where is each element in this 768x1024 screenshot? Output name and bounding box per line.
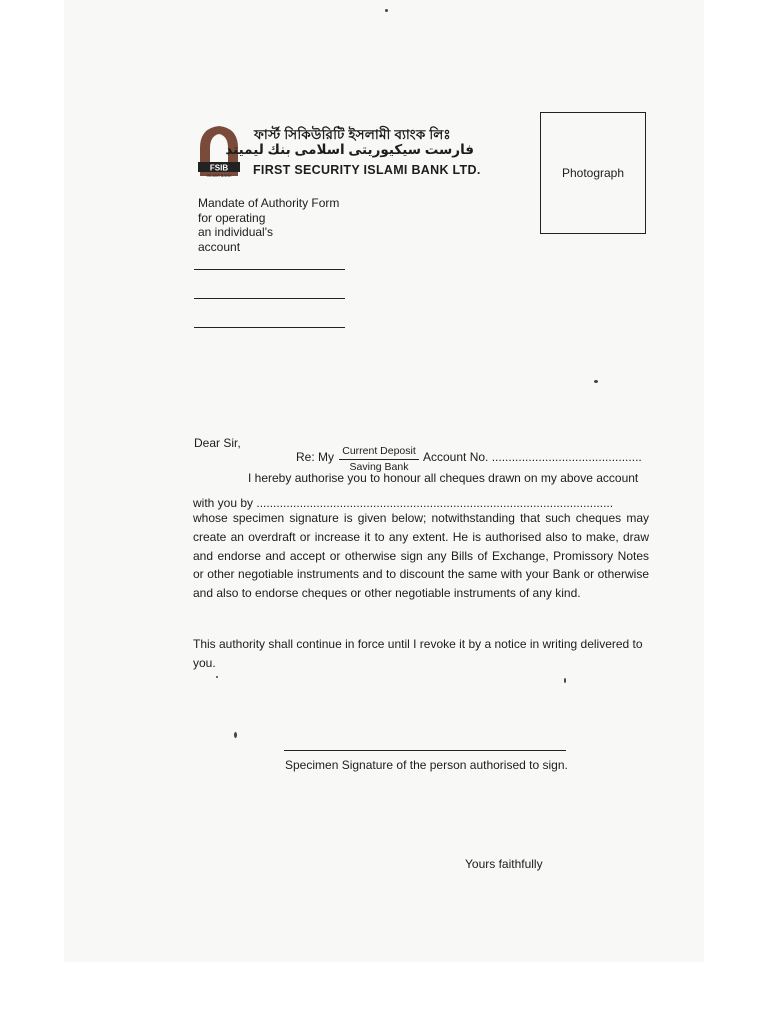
option-saving-bank: Saving Bank — [349, 461, 409, 473]
logo-subtext: ISLAMI BANK — [206, 173, 232, 178]
blank-line[interactable] — [194, 298, 345, 299]
closing: Yours faithfully — [465, 857, 543, 871]
scan-speck — [564, 678, 566, 683]
with-you-by-field[interactable]: with you by ........................................................................................................... — [193, 496, 614, 510]
bank-name-bengali: ফার্স্ট সিকিউরিটি ইসলামী ব্যাংক লিঃ — [254, 127, 451, 142]
scan-speck — [594, 380, 598, 383]
signature-caption: Specimen Signature of the person authorised to sign. — [285, 758, 568, 772]
body-paragraph: whose specimen signature is given below; notwithstanding that such cheques may create an overdraft or increase it to any extent. He is authorised also to make, draw and endorse and accept or otherwise sign any Bills of Exchange, Promissory Notes or other negotiable instruments and to discount the same with your Bank or otherwise and also to endorse cheques or other negotiable instruments of any kind. — [193, 511, 649, 601]
bank-name-english: FIRST SECURITY ISLAMI BANK LTD. — [253, 163, 481, 177]
bank-name-urdu: فارست سيكيوريتى اسلامى بنك ليميتد — [225, 142, 474, 157]
option-current-deposit: Current Deposit — [339, 444, 419, 460]
photograph-box[interactable] — [540, 112, 646, 234]
scan-speck — [216, 676, 218, 678]
scan-speck — [385, 9, 388, 12]
reference-prefix: Re: My — [296, 450, 335, 464]
salutation: Dear Sir, — [194, 436, 241, 450]
authority-paragraph: This authority shall continue in force until I revoke it by a notice in writing delivered to you. — [193, 637, 643, 670]
form-title-line: account — [198, 239, 241, 254]
account-number-field[interactable]: Account No. ............................................. — [423, 450, 642, 464]
blank-line[interactable] — [194, 327, 345, 328]
form-title-line: an individual's — [198, 225, 274, 239]
intro-line: I hereby authorise you to honour all cheques drawn on my above account — [248, 471, 639, 485]
photograph-label: Photograph — [561, 166, 625, 180]
form-title-line: Mandate of Authority Form — [198, 196, 340, 210]
form-title-line: for operating — [198, 210, 266, 225]
signature-line[interactable] — [284, 750, 566, 751]
blank-line[interactable] — [194, 269, 345, 270]
scan-speck — [234, 732, 237, 738]
form-title — [198, 196, 368, 254]
logo-text: FSIB — [209, 163, 229, 173]
